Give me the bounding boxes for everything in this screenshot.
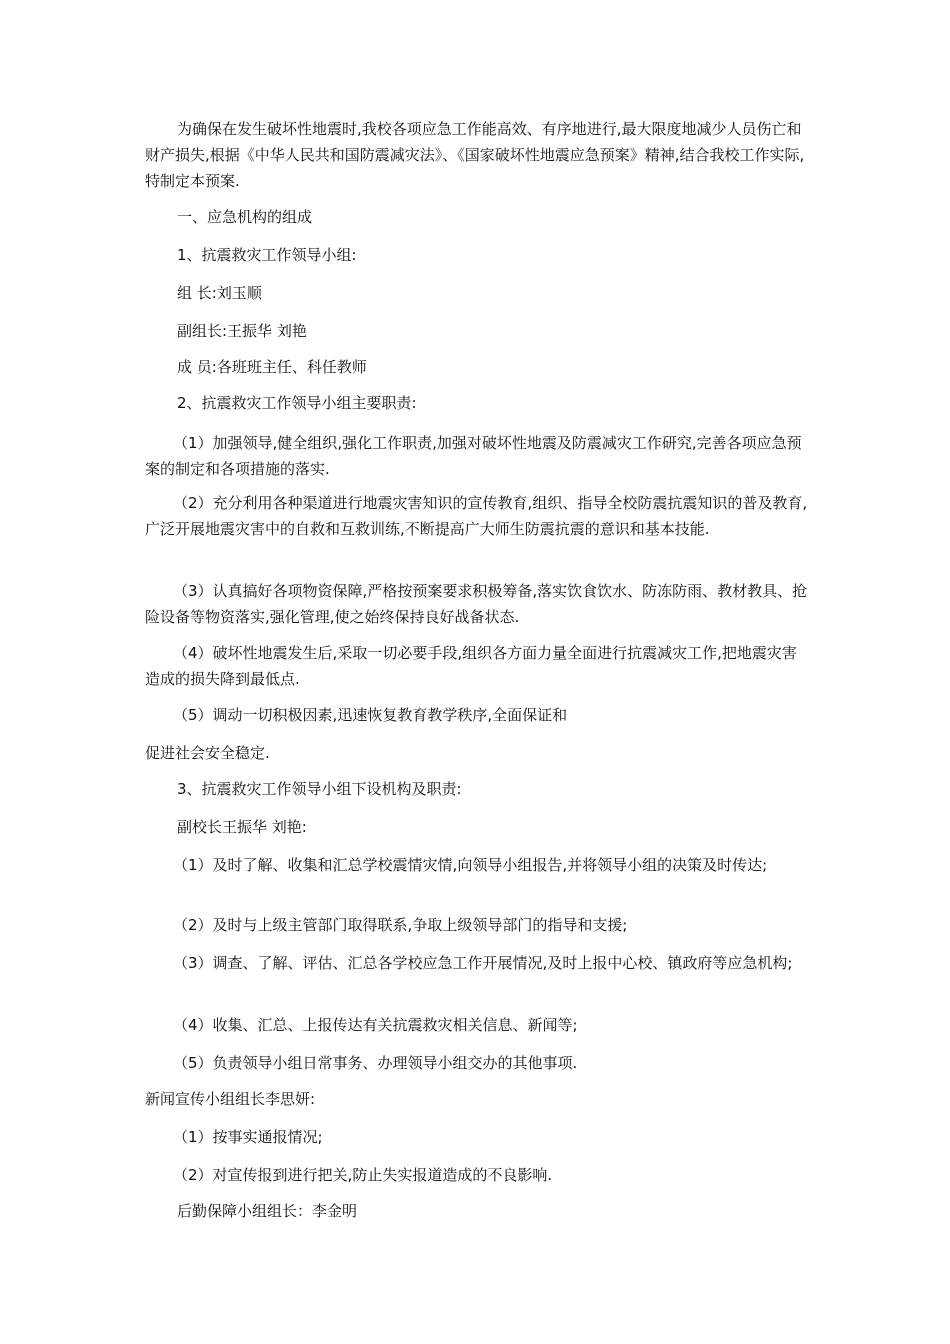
duty-item-4: （4）破坏性地震发生后,采取一切必要手段,组织各方面力量全面进行抗震减灾工作,把地震灾害造成的损失降到最低点. xyxy=(145,644,797,688)
vp-duty-item-3: （3）调查、了解、评估、汇总各学校应急工作开展情况,及时上报中心校、镇政府等应急机构; xyxy=(173,954,793,972)
subheading-main-duties: 2、抗震救灾工作领导小组主要职责: xyxy=(177,394,417,412)
section-heading-1: 一、应急机构的组成 xyxy=(177,208,313,226)
vp-duty-item-2: （2）及时与上级主管部门取得联系,争取上级领导部门的指导和支援; xyxy=(173,916,628,934)
subheading-sub-organizations: 3、抗震救灾工作领导小组下设机构及职责: xyxy=(177,780,462,798)
duty-item-5-continued: 促进社会安全稳定. xyxy=(145,744,270,762)
duty-item-3: （3）认真搞好各项物资保障,严格按预案要求积极筹备,落实饮食饮水、防冻防雨、教材教具、抢险设备等物资落实,强化管理,使之始终保持良好战备状态. xyxy=(145,582,808,626)
duty-item-2: （2）充分利用各种渠道进行地震灾害知识的宣传教育,组织、指导全校防震抗震知识的普及教育,广泛开展地震灾害中的自救和互救训练,不断提高广大师生防震抗震的意识和基本技能. xyxy=(145,494,808,538)
group-leader-line: 组 长:刘玉顺 xyxy=(177,284,262,302)
duty-item-5: （5）调动一切积极因素,迅速恢复教育教学秩序,全面保证和 xyxy=(173,706,568,724)
vp-duty-item-4: （4）收集、汇总、上报传达有关抗震救灾相关信息、新闻等; xyxy=(173,1016,578,1034)
deputy-leader-line: 副组长:王振华 刘艳 xyxy=(177,322,307,340)
news-group-leader-line: 新闻宣传小组组长李思妍: xyxy=(145,1090,316,1108)
vp-duty-item-1: （1）及时了解、收集和汇总学校震情灾情,向领导小组报告,并将领导小组的决策及时传达; xyxy=(173,856,768,874)
duty-item-1: （1）加强领导,健全组织,强化工作职责,加强对破坏性地震及防震减灾工作研究,完善各项应急预案的制定和各项措施的落实. xyxy=(145,434,802,478)
intro-paragraph: 为确保在发生破坏性地震时,我校各项应急工作能高效、有序地进行,最大限度地减少人员伤亡和财产损失,根据《中华人民共和国防震减灾法》、《国家破坏性地震应急预案》精神,结合我校工作实际,特制定本预案. xyxy=(145,120,805,190)
subheading-leadership-group: 1、抗震救灾工作领导小组: xyxy=(177,246,357,264)
logistics-group-leader-line: 后勤保障小组组长：李金明 xyxy=(177,1202,358,1220)
members-line: 成 员:各班班主任、科任教师 xyxy=(177,358,367,376)
vp-duty-item-5: （5）负责领导小组日常事务、办理领导小组交办的其他事项. xyxy=(173,1054,578,1072)
news-duty-item-1: （1）按事实通报情况; xyxy=(173,1128,323,1146)
news-duty-item-2: （2）对宣传报到进行把关,防止失实报道造成的不良影响. xyxy=(173,1166,553,1184)
vice-principal-line: 副校长王振华 刘艳: xyxy=(177,818,307,836)
